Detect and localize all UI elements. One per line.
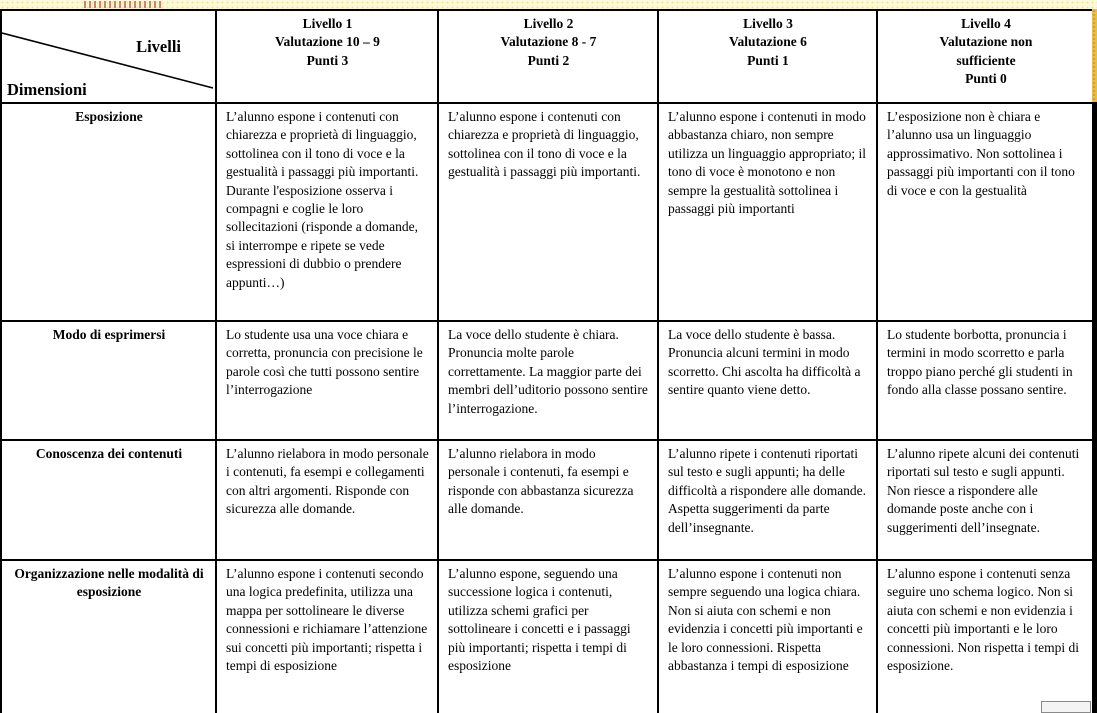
table-row-esposizione (1, 103, 1094, 321)
column-header-livello-2 (438, 10, 658, 103)
cell-conoscenza-l4: L’alunno ripete alcuni dei contenuti riportati sul testo e sugli appunti. Non riesce a rispondere alle domande poste anche con i suggerimenti dell’insegnate. (877, 440, 1094, 560)
cell-conoscenza-l2: L’alunno rielabora in modo personale i contenuti, fa esempi e risponde con abbastanza sicurezza alle domande. (438, 440, 658, 560)
cell-modo-l4: Lo studente borbotta, pronuncia i termini in modo scorretto e parla troppo piano perché gli studenti in fondo alla classe possano sentire. (877, 321, 1094, 440)
row-header-modo-di-esprimersi: Modo di esprimersi (1, 321, 216, 440)
cell-esposizione-l4: L’esposizione non è chiara e l’alunno usa un linguaggio approssimativo. Non sottolinea i passaggi più importanti con il tono di voce e con la gestualità (877, 103, 1094, 321)
row-header-esposizione: Esposizione (1, 103, 216, 321)
header-line: Livello 4 (961, 16, 1011, 31)
header-line: Valutazione non sufficiente (939, 34, 1033, 68)
header-line: Punti 2 (527, 52, 570, 68)
rubric-table (0, 9, 1095, 713)
cell-esposizione-l2: L’alunno espone i contenuti con chiarezza e proprietà di linguaggio, sottolinea con il tono di voce e la gestualità i passaggi più importanti. (438, 103, 658, 321)
cut-off-text-fragment (84, 1, 162, 8)
cell-conoscenza-l1: L’alunno rielabora in modo personale i contenuti, fa esempi e collegamenti con altri argomenti. Risponde con sicurezza alle domande. (216, 440, 438, 560)
corner-label-livelli: Livelli (136, 37, 181, 56)
column-header-livello-3 (658, 10, 877, 103)
cell-esposizione-l1: L’alunno espone i contenuti con chiarezza e proprietà di linguaggio, sottolinea con il tono di voce e la gestualità i passaggi più importanti. Durante l'esposizione osserva i compagni e coglie le loro sollecitazioni (risponde a domande, si interrompe e ripete se vede espressioni di dubbio o prendere appunti…) (216, 103, 438, 321)
cell-organizzazione-l3: L’alunno espone i contenuti non sempre seguendo una logica chiara. Non si aiuta con schemi e non evidenzia i concetti più importanti e le loro connessioni. Rispetta abbastanza i tempi di esposizione (658, 560, 877, 713)
header-line: Valutazione 6 (729, 34, 807, 50)
header-line: Valutazione 10 – 9 (275, 34, 380, 50)
column-header-livello-1 (216, 10, 438, 103)
cell-organizzazione-l1: L’alunno espone i contenuti secondo una logica predefinita, utilizza una mappa per sottolineare le diverse connessioni e richiamare l’attenzione sui concetti più importanti; rispetta i tempi di esposizione (216, 560, 438, 713)
column-header-livello-4 (877, 10, 1094, 103)
header-line: Punti 1 (747, 52, 789, 68)
header-line: Punti 3 (306, 52, 349, 68)
header-line: Livello 3 (743, 16, 793, 31)
header-line: Punti 0 (965, 71, 1007, 87)
header-line: Valutazione 8 - 7 (500, 34, 597, 50)
cell-modo-l3: La voce dello studente è bassa. Pronuncia alcuni termini in modo scorretto. Chi ascolta ha difficoltà a sentire quanto viene detto. (658, 321, 877, 440)
cell-esposizione-l3: L’alunno espone i contenuti in modo abbastanza chiaro, non sempre utilizza un linguaggio appropriato; il tono di voce è monotono e non sempre la gestualità sottolinea i passaggi più importanti (658, 103, 877, 321)
cell-conoscenza-l3: L’alunno ripete i contenuti riportati sul testo e sugli appunti; ha delle difficoltà a rispondere alle domande. Aspetta suggerimenti da parte dell’insegnante. (658, 440, 877, 560)
cell-modo-l1: Lo studente usa una voce chiara e corretta, pronuncia con precisione le parole così che tutti possono sentire l’interrogazione (216, 321, 438, 440)
header-line: Livello 2 (523, 16, 574, 31)
corner-cell (1, 10, 216, 103)
header-row (1, 10, 1094, 103)
table-row-modo-di-esprimersi (1, 321, 1094, 440)
cell-organizzazione-l2: L’alunno espone, seguendo una successione logica i contenuti, utilizza schemi grafici per sottolineare i concetti e i passaggi più importanti; rispetta i tempi di esposizione (438, 560, 658, 713)
table-row-organizzazione (1, 560, 1094, 713)
corner-label-dimensioni: Dimensioni (7, 79, 87, 99)
row-header-conoscenza: Conoscenza dei contenuti (1, 440, 216, 560)
header-line: Livello 1 (302, 16, 353, 31)
top-highlight-strip (0, 0, 1097, 9)
cell-organizzazione-l4: L’alunno espone i contenuti senza seguire uno schema logico. Non si aiuta con schemi e non evidenzia i concetti più importanti e le loro connessioni. Non rispetta i tempi di esposizione. (877, 560, 1094, 713)
row-header-organizzazione: Organizzazione nelle modalità di esposizione (1, 560, 216, 713)
cell-modo-l2: La voce dello studente è chiara. Pronuncia molte parole correttamente. La maggior parte dei membri dell’uditorio possono sentire l’interrogazione. (438, 321, 658, 440)
right-highlight-strip (1092, 9, 1097, 102)
page-right-edge (1092, 9, 1097, 713)
bottom-right-box[interactable] (1041, 701, 1091, 713)
table-row-conoscenza (1, 440, 1094, 560)
